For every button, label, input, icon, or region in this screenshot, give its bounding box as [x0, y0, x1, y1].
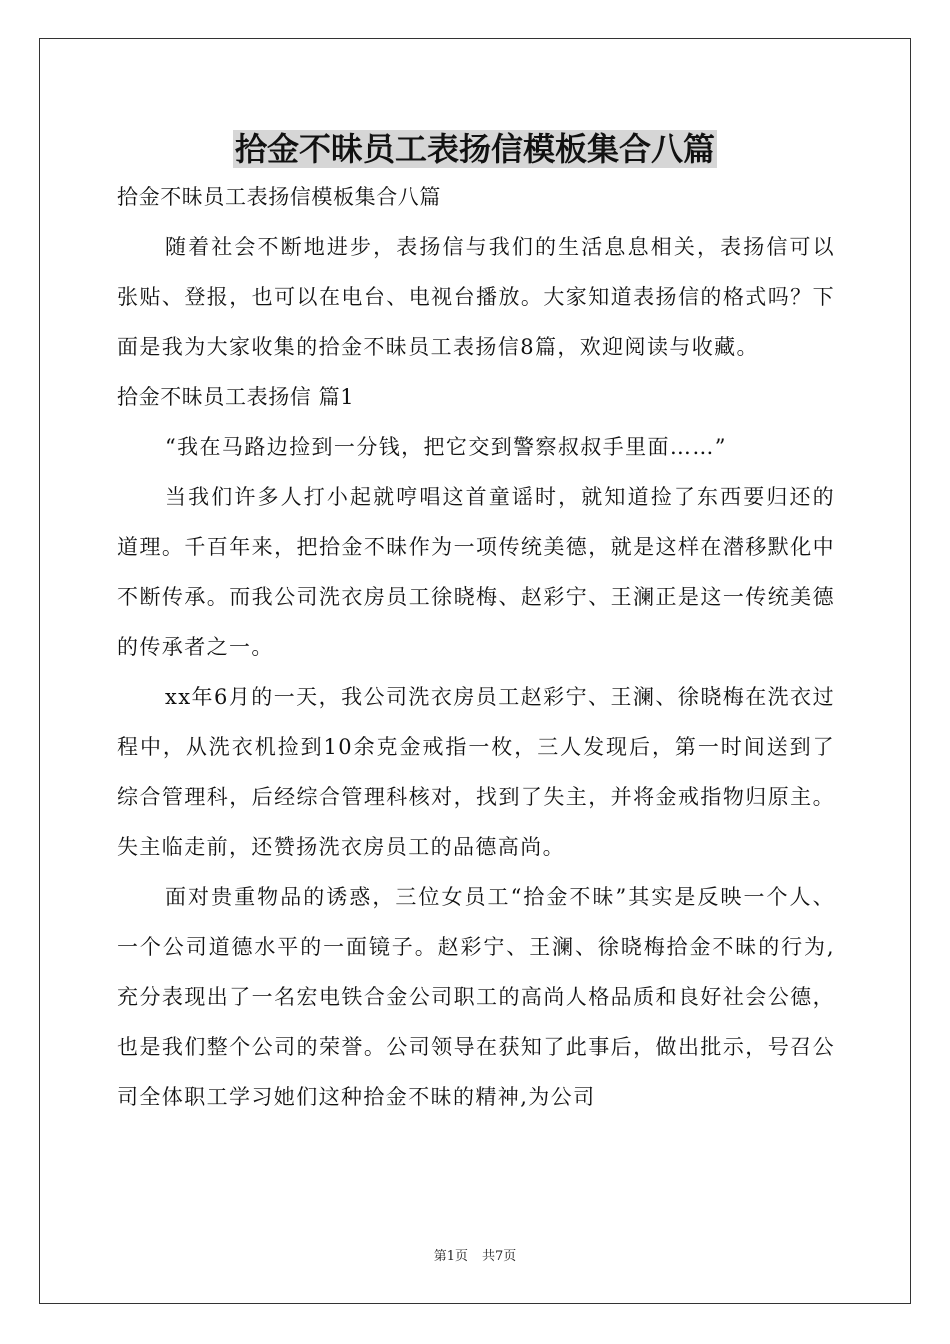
document-title-text: 拾金不昧员工表扬信模板集合八篇 [234, 130, 715, 168]
page-footer [0, 1248, 950, 1266]
body-paragraph: 当我们许多人打小起就哼唱这首童谣时，就知道捡了东西要归还的道理。千百年来，把拾金不昧作为一项传统美德，就是这样在潜移默化中不断传承。而我公司洗衣房员工徐晓梅、赵彩宁、王澜正是这一传统美德的传承者之一。 [117, 485, 835, 659]
quote-paragraph: “我在马路边捡到一分钱，把它交到警察叔叔手里面……” [165, 435, 727, 459]
body-paragraph: xx年6月的一天，我公司洗衣房员工赵彩宁、王澜、徐晓梅在洗衣过程中，从洗衣机捡到10余克金戒指一枚，三人发现后，第一时间送到了综合管理科，后经综合管理科核对，找到了失主，并将金戒指物归原主。失主临走前，还赞扬洗衣房员工的品德高尚。 [117, 685, 835, 859]
intro-paragraph: 随着社会不断地进步，表扬信与我们的生活息息相关，表扬信可以张贴、登报，也可以在电台、电视台播放。大家知道表扬信的格式吗？下面是我为大家收集的拾金不昧员工表扬信8篇，欢迎阅读与收藏。 [117, 235, 835, 359]
document-title [0, 126, 950, 172]
page-number-total: 共7页 [482, 1249, 517, 1264]
page-number-current: 第1页 [433, 1249, 468, 1264]
section-heading: 拾金不昧员工表扬信 篇1 [117, 385, 355, 409]
subtitle-paragraph: 拾金不昧员工表扬信模板集合八篇 [117, 185, 441, 209]
body-paragraph: 面对贵重物品的诱惑，三位女员工“拾金不昧”其实是反映一个人、一个公司道德水平的一面镜子。赵彩宁、王澜、徐晓梅拾金不昧的行为,充分表现出了一名宏电铁合金公司职工的高尚人格品质和良好社会公德，也是我们整个公司的荣誉。公司领导在获知了此事后，做出批示，号召公司全体职工学习她们这种拾金不昧的精神,为公司 [117, 885, 835, 1109]
document-body [117, 172, 835, 1122]
